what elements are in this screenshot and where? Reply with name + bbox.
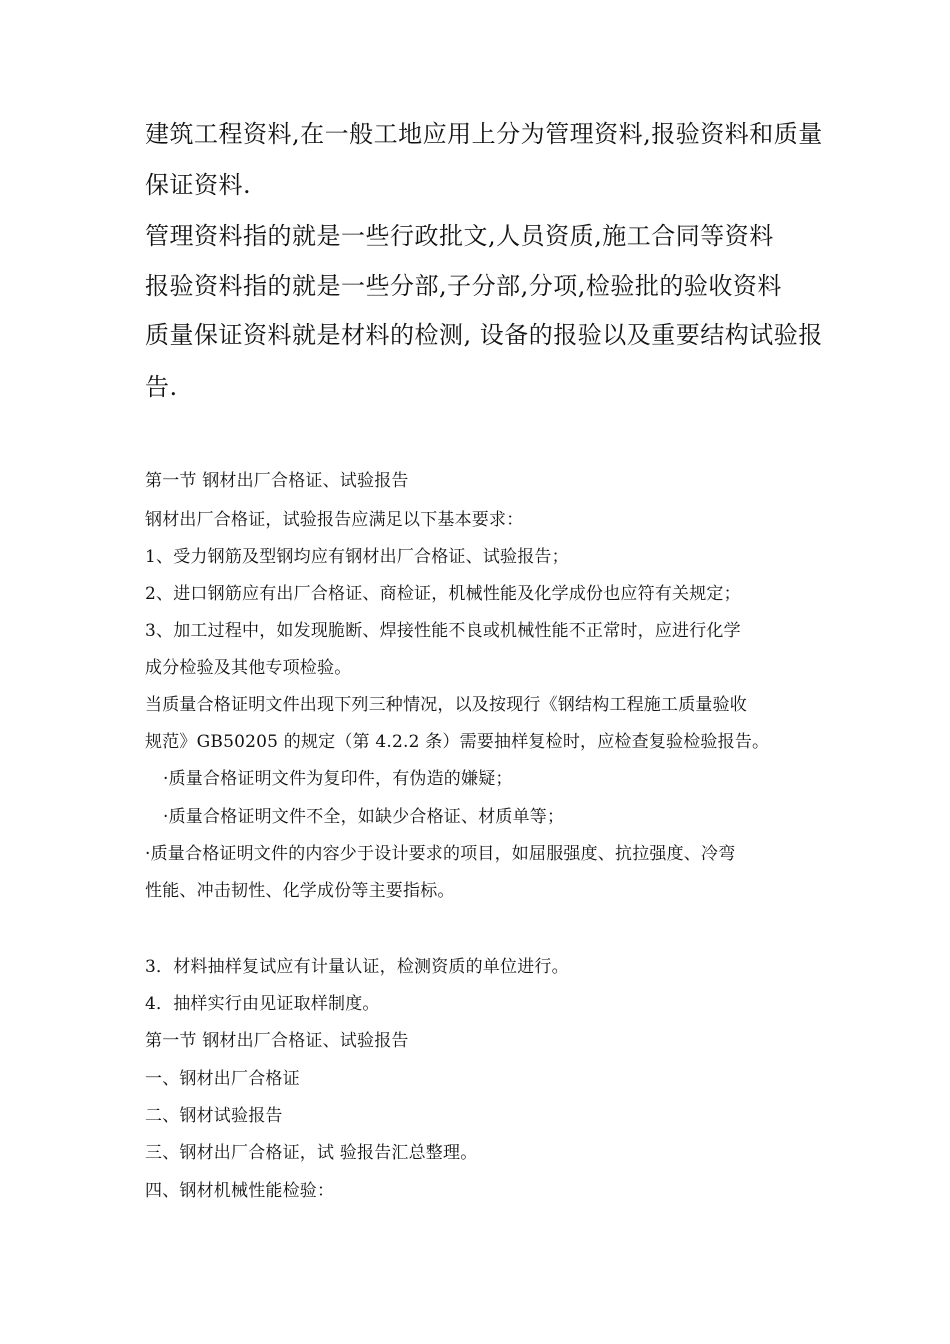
outline-item: 三、钢材出厂合格证，试 验报告汇总整理。 xyxy=(145,1143,478,1163)
section-heading: 第一节 钢材出厂合格证、试验报告 xyxy=(145,471,409,491)
body-line: 当质量合格证明文件出现下列三种情况，以及按现行《钢结构工程施工质量验收 xyxy=(145,695,747,715)
bullet-item: ·质量合格证明文件不全，如缺少合格证、材质单等； xyxy=(163,807,565,827)
body-line: 2、进口钢筋应有出厂合格证、商检证，机械性能及化学成份也应符有关规定； xyxy=(145,584,741,604)
intro-line: 保证资料. xyxy=(145,171,252,199)
intro-line: 质量保证资料就是材料的检测, 设备的报验以及重要结构试验报 xyxy=(145,321,823,349)
body-line: 3．材料抽样复试应有计量认证，检测资质的单位进行。 xyxy=(145,957,569,977)
body-line: 成分检验及其他专项检验。 xyxy=(145,658,352,678)
section-heading: 第一节 钢材出厂合格证、试验报告 xyxy=(145,1031,409,1051)
body-line: 3、加工过程中，如发现脆断、焊接性能不良或机械性能不正常时，应进行化学 xyxy=(145,621,741,641)
intro-line: 告. xyxy=(145,373,178,401)
intro-line: 报验资料指的就是一些分部,子分部,分项,检验批的验收资料 xyxy=(145,272,782,300)
body-line: 1、受力钢筋及型钢均应有钢材出厂合格证、试验报告； xyxy=(145,547,569,567)
body-line: 规范》GB50205 的规定（第 4.2.2 条）需要抽样复检时，应检查复验检验报告。 xyxy=(145,732,770,752)
bullet-item: ·质量合格证明文件的内容少于设计要求的项目，如屈服强度、抗拉强度、冷弯 xyxy=(145,844,736,864)
body-line: 4．抽样实行由见证取样制度。 xyxy=(145,994,380,1014)
intro-line: 建筑工程资料,在一般工地应用上分为管理资料,报验资料和质量 xyxy=(145,120,823,148)
bullet-item: ·质量合格证明文件为复印件，有伪造的嫌疑； xyxy=(163,769,513,789)
body-line: 钢材出厂合格证，试验报告应满足以下基本要求： xyxy=(145,510,524,530)
body-line: 性能、冲击韧性、化学成份等主要指标。 xyxy=(145,881,455,901)
outline-item: 二、钢材试验报告 xyxy=(145,1106,283,1126)
outline-item: 一、钢材出厂合格证 xyxy=(145,1069,300,1089)
intro-line: 管理资料指的就是一些行政批文,人员资质,施工合同等资料 xyxy=(145,222,774,250)
outline-item: 四、钢材机械性能检验： xyxy=(145,1181,335,1201)
